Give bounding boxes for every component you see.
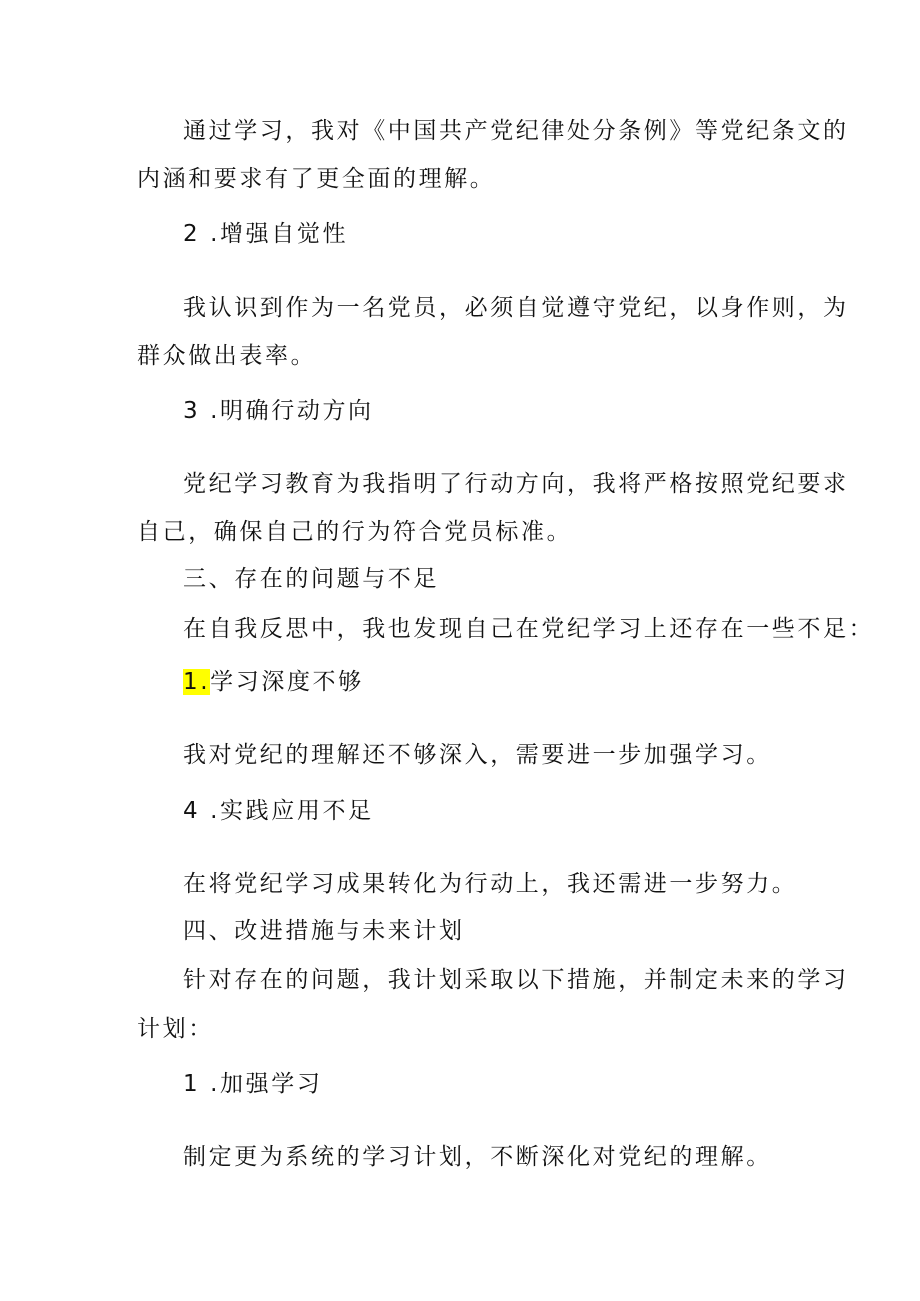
paragraph-7-line-2: 计划： xyxy=(137,1016,214,1042)
paragraph-4: 在自我反思中，我也发现自己在党纪学习上还存在一些不足： xyxy=(183,616,875,642)
section-3-title: 三、存在的问题与不足 xyxy=(183,566,439,592)
paragraph-3-line-1: 党纪学习教育为我指明了行动方向，我将严格按照党纪要求 xyxy=(183,471,849,497)
paragraph-6: 在将党纪学习成果转化为行动上，我还需进一步努力。 xyxy=(183,871,798,897)
item-1-number-highlight: 1. xyxy=(183,669,211,695)
item-3-heading: 3 .明确行动方向 xyxy=(183,398,374,424)
paragraph-5: 我对党纪的理解还不够深入，需要进一步加强学习。 xyxy=(183,742,772,768)
paragraph-8: 制定更为系统的学习计划，不断深化对党纪的理解。 xyxy=(183,1144,772,1170)
paragraph-1-line-2: 内涵和要求有了更全面的理解。 xyxy=(137,166,496,192)
item-1b-heading: 1 .加强学习 xyxy=(183,1071,323,1097)
item-1-heading xyxy=(183,667,364,697)
section-4-title: 四、改进措施与未来计划 xyxy=(183,918,465,944)
paragraph-3-line-2: 自己，确保自己的行为符合党员标准。 xyxy=(137,519,573,545)
paragraph-2-line-2: 群众做出表率。 xyxy=(137,343,317,369)
paragraph-7-line-1: 针对存在的问题，我计划采取以下措施，并制定未来的学习 xyxy=(183,967,849,993)
item-1-text: 学习深度不够 xyxy=(210,669,364,695)
item-4-heading: 4 .实践应用不足 xyxy=(183,798,374,824)
paragraph-2-line-1: 我认识到作为一名党员，必须自觉遵守党纪，以身作则，为 xyxy=(183,295,849,321)
item-2-heading: 2 .增强自觉性 xyxy=(183,221,349,247)
paragraph-1-line-1: 通过学习，我对《中国共产党纪律处分条例》等党纪条文的 xyxy=(183,118,849,144)
